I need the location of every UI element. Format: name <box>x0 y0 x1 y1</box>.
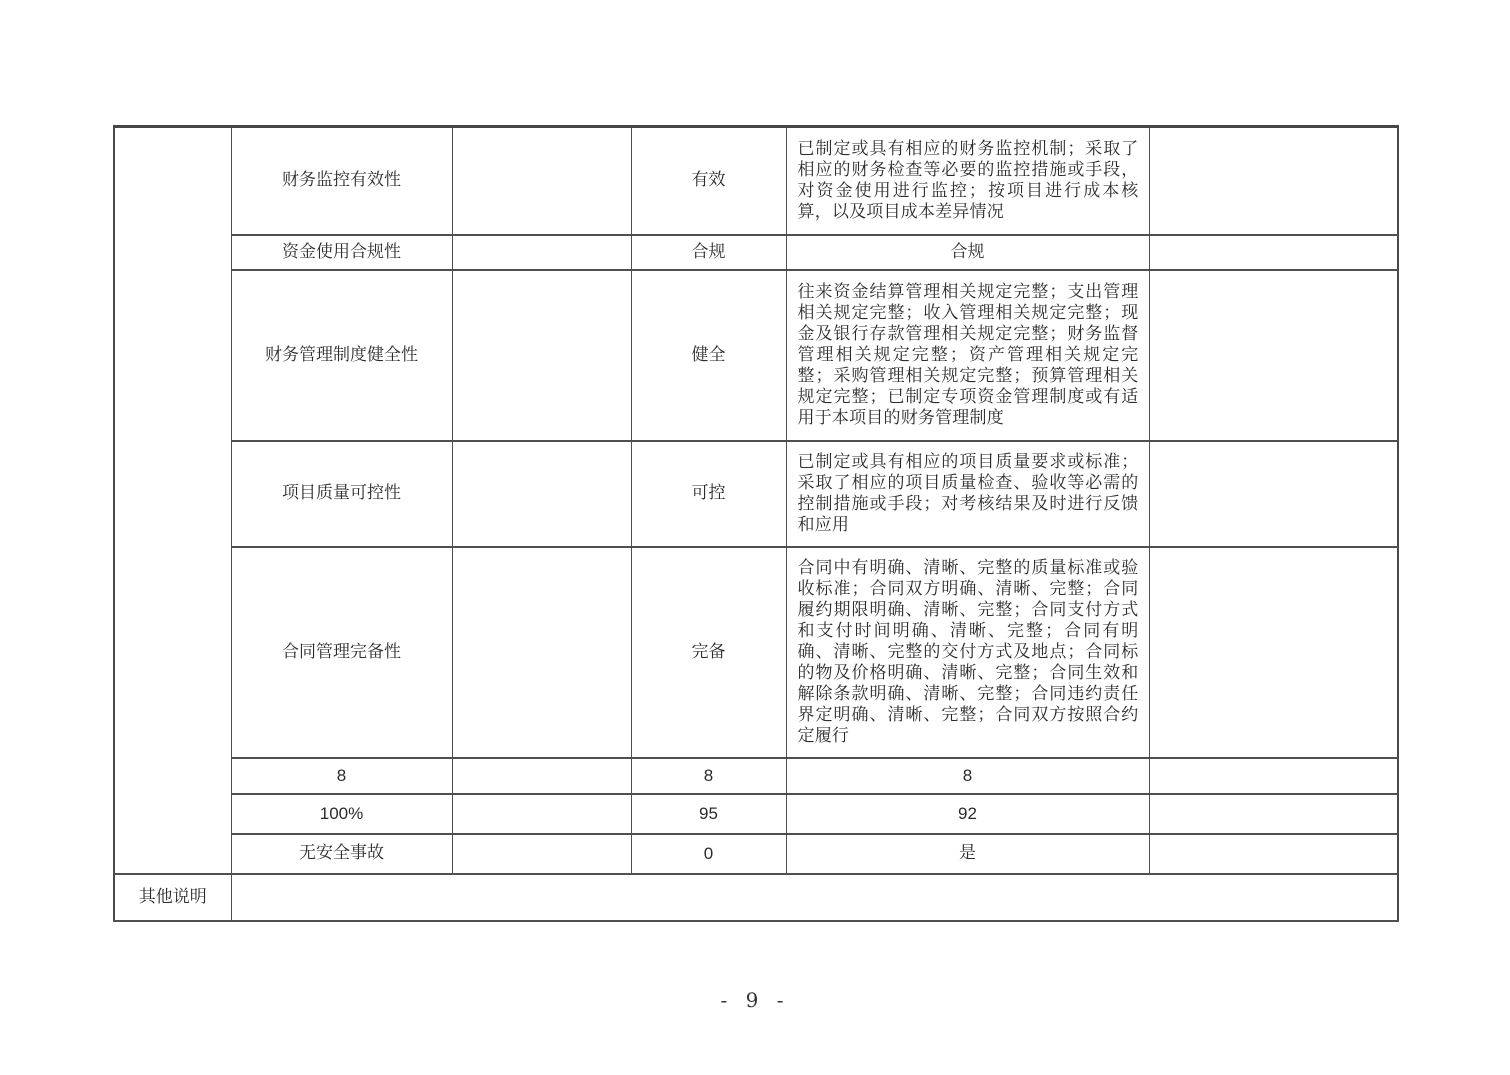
value-cell: 可控 <box>631 441 786 547</box>
evaluation-table <box>113 125 1399 922</box>
empty-cell <box>452 441 631 547</box>
indicator-cell: 财务监控有效性 <box>231 127 452 235</box>
empty-cell <box>452 794 631 834</box>
other-notes-label: 其他说明 <box>114 874 231 921</box>
value-cell: 合规 <box>631 235 786 270</box>
table-row <box>114 270 1398 441</box>
empty-cell <box>452 547 631 758</box>
table-row <box>114 547 1398 758</box>
value-cell: 8 <box>631 758 786 794</box>
empty-cell <box>452 127 631 235</box>
empty-cell <box>1149 547 1398 758</box>
indicator-cell: 100% <box>231 794 452 834</box>
table-row <box>114 127 1398 235</box>
category-spacer-cell <box>114 127 231 874</box>
description-cell: 已制定或具有相应的财务监控机制；采取了相应的财务检查等必要的监控措施或手段，对资金使用进行监控；按项目进行成本核算，以及项目成本差异情况 <box>786 127 1149 235</box>
value-cell: 有效 <box>631 127 786 235</box>
table-row <box>114 794 1398 834</box>
empty-cell <box>1149 127 1398 235</box>
empty-cell <box>452 235 631 270</box>
value-cell: 完备 <box>631 547 786 758</box>
indicator-cell: 资金使用合规性 <box>231 235 452 270</box>
description-cell: 已制定或具有相应的项目质量要求或标准；采取了相应的项目质量检查、验收等必需的控制措施或手段；对考核结果及时进行反馈和应用 <box>786 441 1149 547</box>
empty-cell <box>1149 794 1398 834</box>
indicator-cell: 财务管理制度健全性 <box>231 270 452 441</box>
other-notes-content <box>231 874 1398 921</box>
description-cell: 8 <box>786 758 1149 794</box>
value-cell: 95 <box>631 794 786 834</box>
description-cell: 是 <box>786 834 1149 874</box>
description-cell: 合同中有明确、清晰、完整的质量标准或验收标准；合同双方明确、清晰、完整；合同履约期限明确、清晰、完整；合同支付方式和支付时间明确、清晰、完整；合同有明确、清晰、完整的交付方式及地点；合同标的物及价格明确、清晰、完整；合同生效和解除条款明确、清晰、完整；合同违约责任界定明确、清晰、完整；合同双方按照合约定履行 <box>786 547 1149 758</box>
empty-cell <box>1149 235 1398 270</box>
table-row <box>114 834 1398 874</box>
indicator-cell: 合同管理完备性 <box>231 547 452 758</box>
table-row <box>114 758 1398 794</box>
empty-cell <box>1149 758 1398 794</box>
empty-cell <box>1149 441 1398 547</box>
table-row <box>114 235 1398 270</box>
description-cell: 92 <box>786 794 1149 834</box>
indicator-cell: 无安全事故 <box>231 834 452 874</box>
value-cell: 健全 <box>631 270 786 441</box>
empty-cell <box>452 270 631 441</box>
empty-cell <box>1149 834 1398 874</box>
page-number: - 9 - <box>720 988 790 1012</box>
indicator-cell: 8 <box>231 758 452 794</box>
empty-cell <box>452 834 631 874</box>
table-row-other-notes <box>114 874 1398 921</box>
description-cell: 往来资金结算管理相关规定完整；支出管理相关规定完整；收入管理相关规定完整；现金及银行存款管理相关规定完整；财务监督管理相关规定完整；资产管理相关规定完整；采购管理相关规定完整；预算管理相关规定完整；已制定专项资金管理制度或有适用于本项目的财务管理制度 <box>786 270 1149 441</box>
empty-cell <box>452 758 631 794</box>
empty-cell <box>1149 270 1398 441</box>
indicator-cell: 项目质量可控性 <box>231 441 452 547</box>
description-cell: 合规 <box>786 235 1149 270</box>
value-cell: 0 <box>631 834 786 874</box>
table-row <box>114 441 1398 547</box>
